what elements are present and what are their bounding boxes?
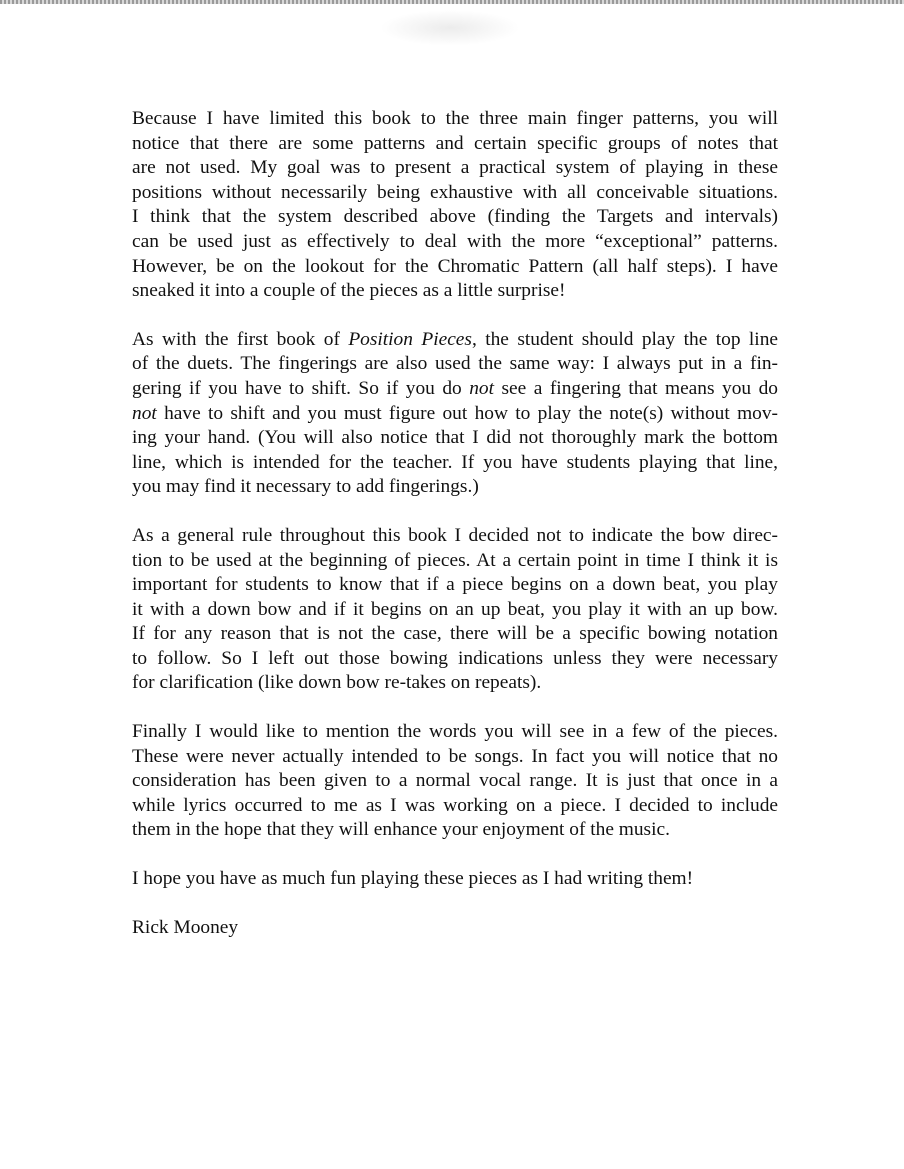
scan-edge: [0, 0, 904, 4]
text-line: sneaked it into a couple of the pieces as a little surprise!: [132, 280, 566, 302]
text-line: line, which is intended for the teacher. If you have students playing that line,: [132, 451, 778, 473]
text-run: , the student should play the top line: [471, 328, 778, 350]
text-line: [132, 377, 778, 402]
paragraph-fingerings: [132, 328, 778, 500]
text-line: to follow. So I left out those bowing indications unless they were necessary: [132, 647, 778, 669]
text-line: I think that the system described above (finding the Targets and intervals): [132, 206, 778, 228]
document-body: [132, 107, 778, 940]
author-name: Rick Mooney: [132, 916, 239, 938]
text-line: If for any reason that is not the case, there will be a specific bowing notation: [132, 623, 778, 645]
text-line: notice that there are some patterns and certain specific groups of notes that: [132, 132, 778, 154]
scan-artifact: [380, 10, 520, 46]
text-line: for clarification (like down bow re-takes on repeats).: [132, 672, 542, 694]
text-line: As a general rule throughout this book I decided not to indicate the bow direc-: [132, 524, 778, 546]
text-line: can be used just as effectively to deal with the more “exceptional” patterns.: [132, 230, 778, 252]
book-title-italic: Position Pieces: [348, 328, 472, 350]
text-line: However, be on the lookout for the Chromatic Pattern (all half steps). I have: [132, 255, 778, 277]
paragraph-closing: [132, 867, 778, 892]
paragraph-lyrics: [132, 720, 778, 843]
author-signature: [132, 916, 778, 941]
text-line: Finally I would like to mention the words you will see in a few of the pieces.: [132, 721, 778, 743]
text-line: while lyrics occurred to me as I was working on a piece. I decided to include: [132, 794, 778, 816]
text-line: tion to be used at the beginning of pieces. At a certain point in time I think it is: [132, 549, 778, 571]
text-line: These were never actually intended to be songs. In fact you will notice that no: [132, 745, 778, 767]
text-run: As with the first book of: [132, 328, 349, 350]
text-run: have to shift and you must figure out how to play the note(s) without mov-: [156, 402, 778, 424]
text-run: gering if you have to shift. So if you do: [132, 377, 470, 399]
text-run: see a fingering that means you do: [494, 377, 778, 399]
text-line: I hope you have as much fun playing these pieces as I had writing them!: [132, 868, 694, 890]
emphasis-italic: not: [469, 377, 494, 399]
paragraph-bow-direction: [132, 524, 778, 696]
paragraph-finger-patterns: [132, 107, 778, 304]
text-line: ing your hand. (You will also notice that I did not thoroughly mark the bottom: [132, 427, 778, 449]
text-line: important for students to know that if a piece begins on a down beat, you play: [132, 574, 778, 596]
text-line: you may find it necessary to add fingerings.): [132, 476, 479, 498]
text-line: of the duets. The fingerings are also used the same way: I always put in a fin-: [132, 353, 778, 375]
text-line: consideration has been given to a normal vocal range. It is just that once in a: [132, 770, 778, 792]
text-line: positions without necessarily being exhaustive with all conceivable situations.: [132, 181, 778, 203]
emphasis-italic: not: [132, 402, 157, 424]
text-line: them in the hope that they will enhance your enjoyment of the music.: [132, 819, 670, 841]
text-line: [132, 402, 778, 427]
text-line: are not used. My goal was to present a practical system of playing in these: [132, 157, 778, 179]
text-line: [132, 328, 778, 353]
text-line: it with a down bow and if it begins on an up beat, you play it with an up bow.: [132, 598, 778, 620]
text-line: Because I have limited this book to the three main finger patterns, you will: [132, 108, 778, 129]
